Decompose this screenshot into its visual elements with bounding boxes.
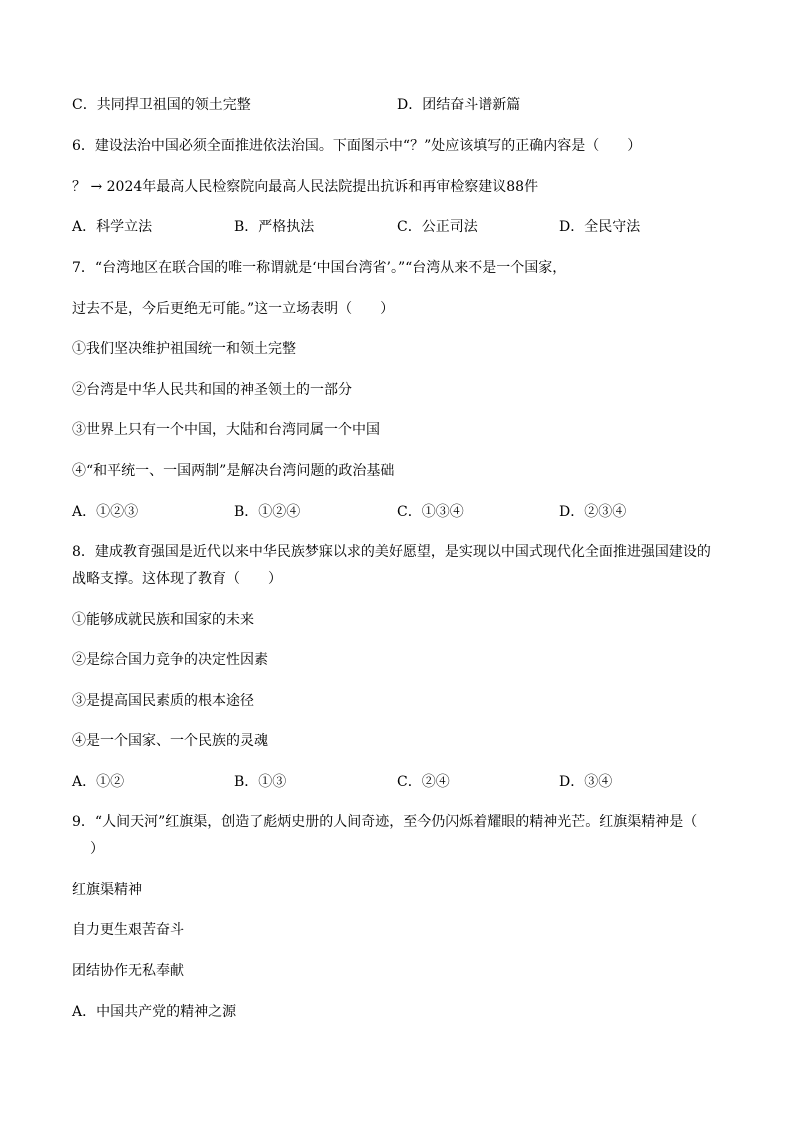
- q6-option-d: D．全民守法: [559, 219, 641, 235]
- q7-item-1: ①我们坚决维护祖国统一和领土完整: [72, 341, 296, 357]
- q8-stem-line1: 8．建成教育强国是近代以来中华民族梦寐以求的美好愿望，是实现以中国式现代化全面推进强国建设的: [72, 544, 711, 560]
- q7-option-b: B．①②④: [234, 504, 301, 520]
- q9-option-a: A．中国共产党的精神之源: [72, 1004, 237, 1020]
- q8-stem-line2: 战略支撑。这体现了教育（ ）: [72, 571, 282, 587]
- q8-item-1: ①能够成就民族和国家的未来: [72, 612, 254, 628]
- q8-item-2: ②是综合国力竞争的决定性因素: [72, 652, 268, 668]
- q9-figure-line-1: 自力更生艰苦奋斗: [72, 922, 184, 938]
- q8-item-4: ④是一个国家、一个民族的灵魂: [72, 733, 268, 749]
- q8-option-c: C．②④: [397, 774, 450, 790]
- q7-stem-line1: 7．“台湾地区在联合国的唯一称谓就是‘中国台湾省’。”“台湾从来不是一个国家，: [72, 260, 567, 276]
- q7-item-2: ②台湾是中华人民共和国的神圣领土的一部分: [72, 382, 352, 398]
- q7-option-d: D．②③④: [559, 504, 627, 520]
- q8-option-d: D．③④: [559, 774, 613, 790]
- q7-option-a: A．①②③: [72, 504, 139, 520]
- q7-stem-line2: 过去不是，今后更绝无可能。”这一立场表明（ ）: [72, 301, 395, 317]
- q9-figure-title: 红旗渠精神: [72, 882, 142, 898]
- q7-item-4: ④“和平统一、一国两制”是解决台湾问题的政治基础: [72, 463, 395, 479]
- q8-item-3: ③是提高国民素质的根本途径: [72, 693, 254, 709]
- q6-option-b: B．严格执法: [234, 219, 315, 235]
- q6-figure-text: ？ → 2024年最高人民检察院向最高人民法院提出抗诉和再审检察建议88件: [72, 179, 539, 195]
- q8-option-a: A．①②: [72, 774, 125, 790]
- q8-option-b: B．①③: [234, 774, 287, 790]
- q6-stem: 6．建设法治中国必须全面推进依法治国。下面图示中“？”处应该填写的正确内容是（ ）: [72, 138, 642, 154]
- q7-item-3: ③世界上只有一个中国，大陆和台湾同属一个中国: [72, 422, 380, 438]
- q9-stem-line1: 9．“人间天河”红旗渠，创造了彪炳史册的人间奇迹，至今仍闪烁着耀眼的精神光芒。红旗渠精神是（: [72, 814, 698, 830]
- q9-stem-line2: ）: [90, 841, 104, 857]
- q5-option-d: D．团结奋斗谱新篇: [397, 97, 521, 113]
- q9-figure-line-2: 团结协作无私奉献: [72, 963, 184, 979]
- q7-option-c: C．①③④: [397, 504, 464, 520]
- q6-option-a: A．科学立法: [72, 219, 153, 235]
- q6-option-c: C．公正司法: [397, 219, 478, 235]
- q5-option-c: C．共同捍卫祖国的领土完整: [72, 97, 251, 113]
